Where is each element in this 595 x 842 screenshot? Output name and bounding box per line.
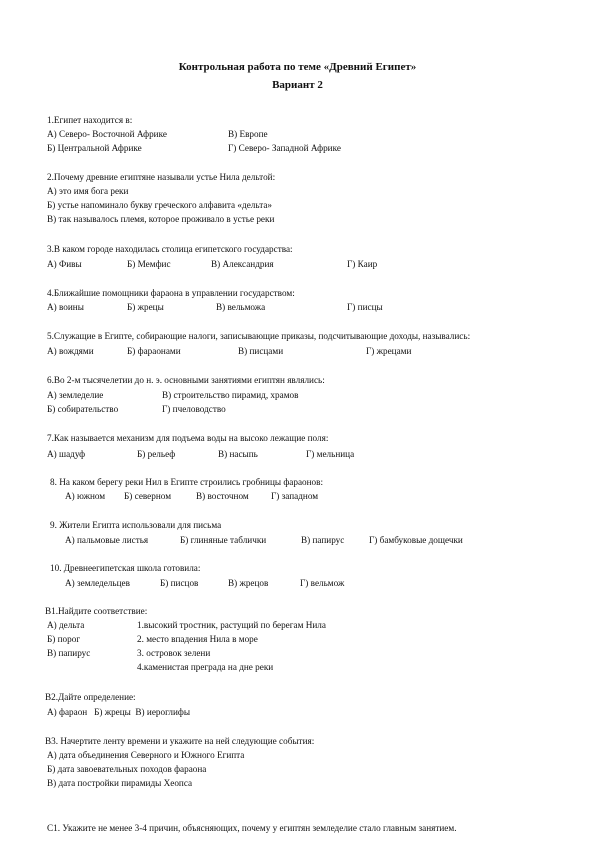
question-6: 6.Во 2-м тысячелетии до н. э. основными занятиями египтян являлись: xyxy=(47,375,325,385)
question-9: 9. Жители Египта использовали для письма xyxy=(50,520,222,530)
q2-option-a: А) это имя бога реки xyxy=(47,186,129,196)
q7-option-g: Г) мельница xyxy=(306,449,355,459)
b1-right-3: 3. островок зелени xyxy=(137,648,211,658)
b1-right-2: 2. место впадения Нила в море xyxy=(137,634,258,644)
q3-option-v: В) Александрия xyxy=(211,259,274,269)
q8-option-v: В) восточном xyxy=(196,491,249,501)
q4-option-a: А) воины xyxy=(47,302,84,312)
q1-option-a: А) Северо- Восточной Африке xyxy=(47,129,167,139)
q6-option-v: В) строительство пирамид, храмов xyxy=(162,390,299,400)
b2-options: А) фараон Б) жрецы В) иероглифы xyxy=(47,707,191,717)
question-b1: В1.Найдите соответствие: xyxy=(45,606,148,616)
q8-option-a: А) южном xyxy=(65,491,106,501)
q10-option-v: В) жрецов xyxy=(228,578,269,588)
q9-option-v: В) папирус xyxy=(301,535,345,545)
q7-option-a: А) шадуф xyxy=(47,449,86,459)
q5-option-g: Г) жрецами xyxy=(366,346,412,356)
question-10: 10. Древнеегипетская школа готовила: xyxy=(50,563,201,573)
q4-option-g: Г) писцы xyxy=(347,302,383,312)
b1-left-b: Б) порог xyxy=(47,634,81,644)
q5-option-a: А) вождями xyxy=(47,346,94,356)
question-c1: С1. Укажите не менее 3-4 причин, объясняющих, почему у египтян земледелие стало главным занятием. xyxy=(47,823,457,833)
b3-item-a: А) дата объединения Северного и Южного Египта xyxy=(47,750,245,760)
q1-option-b: Б) Центральной Африке xyxy=(47,143,142,153)
q9-option-a: А) пальмовые листья xyxy=(65,535,149,545)
question-b2: В2.Дайте определение: xyxy=(45,692,136,702)
q9-option-g: Г) бамбуковые дощечки xyxy=(369,535,463,545)
b1-left-v: В) папирус xyxy=(47,648,91,658)
question-b3: В3. Начертите ленту времени и укажите на ней следующие события: xyxy=(45,736,315,746)
q10-option-b: Б) писцов xyxy=(160,578,199,588)
b1-right-4: 4.каменистая преграда на дне реки xyxy=(137,662,274,672)
question-3: 3.В каком городе находилась столица египетского государства: xyxy=(47,244,293,254)
q2-option-b: Б) устье напоминало букву греческого алфавита «дельта» xyxy=(47,200,273,210)
q10-option-g: Г) вельмож xyxy=(300,578,345,588)
q4-option-v: В) вельможа xyxy=(216,302,266,312)
q5-option-b: Б) фараонами xyxy=(127,346,181,356)
q4-option-b: Б) жрецы xyxy=(127,302,164,312)
q7-option-b: Б) рельеф xyxy=(137,449,176,459)
question-2: 2.Почему древние египтяне называли устье Нила дельтой: xyxy=(47,172,276,182)
q9-option-b: Б) глиняные таблички xyxy=(180,535,267,545)
q6-option-a: А) земледелие xyxy=(47,390,104,400)
b1-right-1: 1.высокий тростник, растущий по берегам Нила xyxy=(137,620,326,630)
page-title: Контрольная работа по теме «Древний Египет» xyxy=(178,61,417,73)
q8-option-g: Г) западном xyxy=(271,491,319,501)
question-1: 1.Египет находится в: xyxy=(47,115,133,125)
q3-option-b: Б) Мемфис xyxy=(127,259,171,269)
question-7: 7.Как называется механизм для подъема воды на высоко лежащие поля: xyxy=(47,433,329,443)
q3-option-a: А) Фивы xyxy=(47,259,82,269)
question-8: 8. На каком берегу реки Нил в Египте строились гробницы фараонов: xyxy=(50,477,324,487)
q6-option-b: Б) собирательство xyxy=(47,404,119,414)
question-4: 4.Ближайшие помощники фараона в управлении государством: xyxy=(47,288,295,298)
b3-item-b: Б) дата завоевательных походов фараона xyxy=(47,764,207,774)
question-5: 5.Служащие в Египте, собирающие налоги, записывающие приказы, подсчитывающие доходы, назывались: xyxy=(47,331,471,341)
q10-option-a: А) земледельцев xyxy=(65,578,130,588)
q8-option-b: Б) северном xyxy=(124,491,172,501)
q5-option-v: В) писцами xyxy=(238,346,284,356)
b1-left-a: А) дельта xyxy=(47,620,85,630)
q1-option-v: В) Европе xyxy=(228,129,268,139)
b3-item-v: В) дата постройки пирамиды Хеопса xyxy=(47,778,193,788)
variant-label: Вариант 2 xyxy=(272,79,323,91)
q6-option-g: Г) пчеловодство xyxy=(162,404,226,414)
q1-option-g: Г) Северо- Западной Африке xyxy=(228,143,341,153)
q2-option-v: В) так называлось племя, которое проживало в устье реки xyxy=(47,214,275,224)
q7-option-v: В) насыпь xyxy=(218,449,258,459)
q3-option-g: Г) Каир xyxy=(347,259,378,269)
